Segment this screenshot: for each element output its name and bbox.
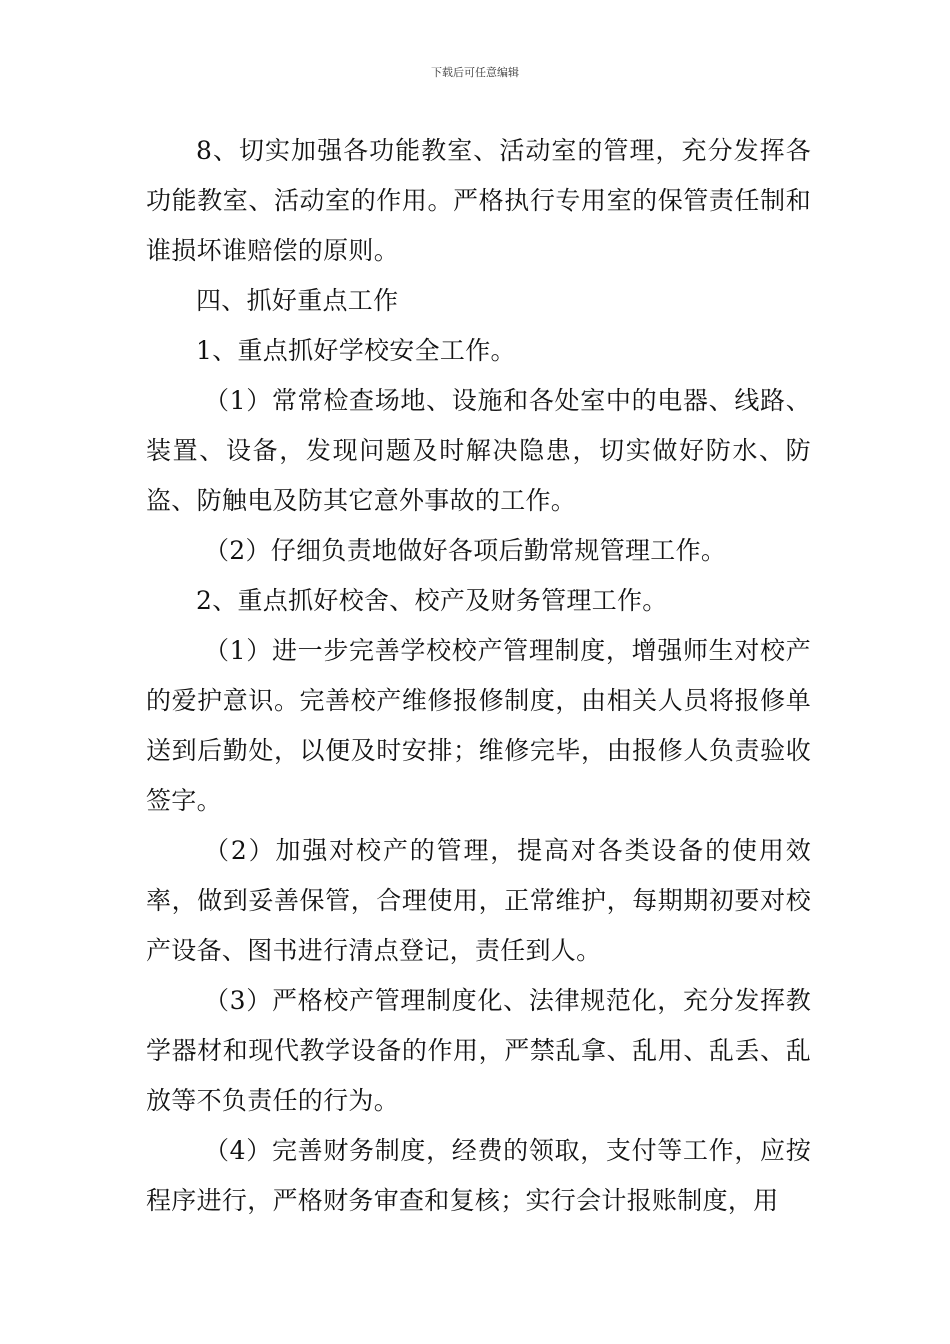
paragraph-property-3: （3）严格校产管理制度化、法律规范化，充分发挥教学器材和现代教学设备的作用，严禁乱拿、乱用、乱丢、乱放等不负责任的行为。 [146,986,811,1115]
paragraph-property-finance: 2、重点抓好校舍、校产及财务管理工作。 [196,586,668,615]
paragraph-safety-1: （1）常常检查场地、设施和各处室中的电器、线路、装置、设备，发现问题及时解决隐患，切实做好防水、防盗、防触电及防其它意外事故的工作。 [146,386,811,515]
paragraph-safety-2: （2）仔细负责地做好各项后勤常规管理工作。 [204,536,727,565]
section-heading-key-work: 四、抓好重点工作 [196,286,399,315]
document-body [146,126,811,1226]
paragraph-item-8: 8、切实加强各功能教室、活动室的管理，充分发挥各功能教室、活动室的作用。严格执行专用室的保管责任制和谁损坏谁赔偿的原则。 [146,136,811,265]
paragraph-property-2: （2）加强对校产的管理，提高对各类设备的使用效率，做到妥善保管，合理使用，正常维护，每期期初要对校产设备、图书进行清点登记，责任到人。 [146,836,811,965]
page-header: 下载后可任意编辑 [431,66,519,79]
paragraph-safety-work: 1、重点抓好学校安全工作。 [196,336,516,365]
paragraph-property-4: （4）完善财务制度，经费的领取，支付等工作，应按程序进行，严格财务审查和复核；实行会计报账制度，用 [146,1136,811,1215]
paragraph-property-1: （1）进一步完善学校校产管理制度，增强师生对校产的爱护意识。完善校产维修报修制度，由相关人员将报修单送到后勤处，以便及时安排；维修完毕，由报修人负责验收签字。 [146,636,811,815]
